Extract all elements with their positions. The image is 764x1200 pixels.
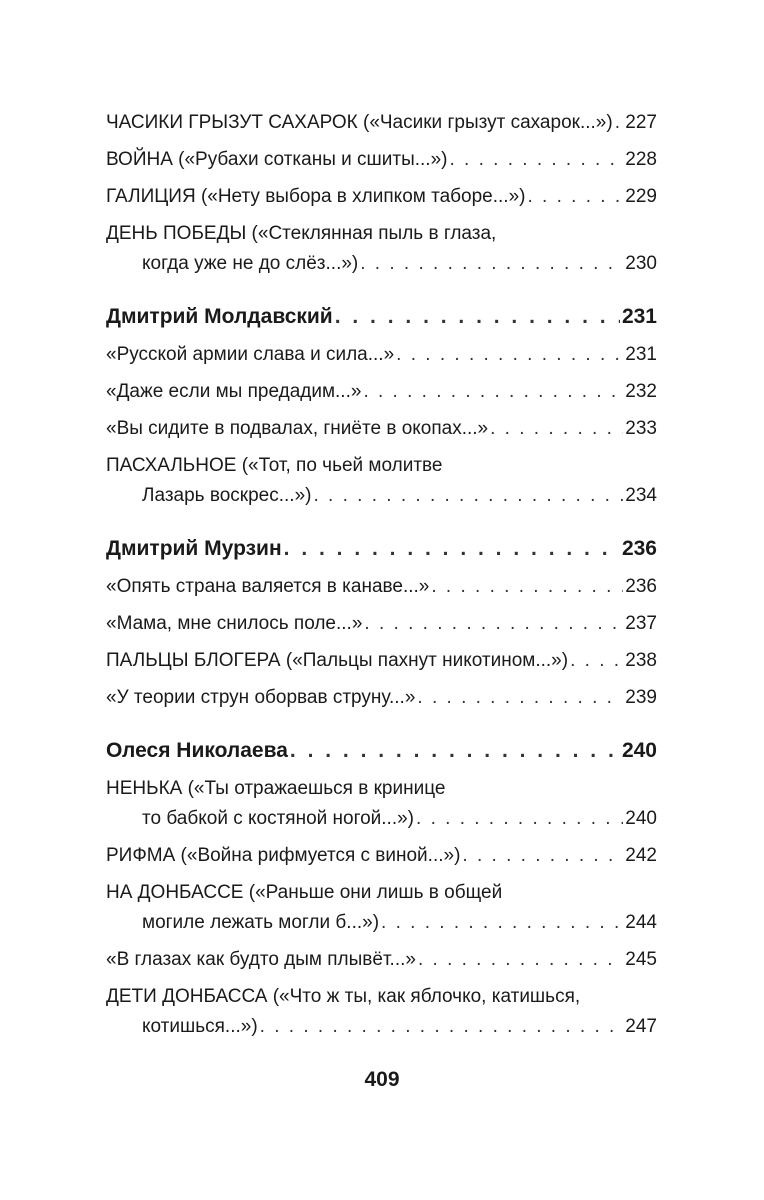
toc-entry-line	[106, 301, 657, 333]
dot-leader	[290, 735, 620, 767]
dot-leader	[615, 108, 624, 138]
dot-leader	[417, 683, 623, 713]
toc-entry-line	[106, 572, 657, 602]
dot-leader	[416, 804, 623, 834]
entry-page-number: 236	[621, 537, 657, 560]
dot-leader	[570, 646, 623, 676]
toc-entry-line	[106, 377, 657, 407]
toc-entry-line	[106, 340, 657, 370]
toc-entry-line	[106, 481, 657, 511]
entry-title: ГАЛИЦИЯ («Нету выбора в хлипком таборе...»)	[106, 186, 526, 207]
author-name: Дмитрий Молдавский	[106, 305, 333, 328]
toc-entry	[106, 683, 657, 713]
entry-page-number: 238	[625, 650, 657, 671]
entry-title: «Мама, мне снилось поле...»	[106, 613, 363, 634]
entry-page-number: 245	[625, 949, 657, 970]
toc-entry-line	[106, 182, 657, 212]
toc-entry	[106, 646, 657, 676]
entry-title-continued: когда уже не до слёз...»)	[142, 253, 359, 274]
toc-entry-line	[106, 804, 657, 834]
toc-entry	[106, 108, 657, 138]
entry-title: «Русской армии слава и сила...»	[106, 344, 395, 365]
dot-leader	[360, 249, 623, 279]
toc-entry	[106, 219, 657, 279]
toc-entry-line	[106, 774, 657, 804]
toc-author-entry	[106, 301, 657, 333]
toc-entry-line	[106, 735, 657, 767]
toc-entry-line	[106, 683, 657, 713]
dot-leader	[364, 609, 623, 639]
toc-entry-line	[106, 982, 657, 1012]
entry-title: ПАЛЬЦЫ БЛОГЕРА («Пальцы пахнут никотином...»)	[106, 650, 569, 671]
dot-leader	[313, 481, 623, 511]
entry-page-number: 227	[625, 112, 657, 133]
entry-page-number: 231	[625, 344, 657, 365]
toc-author-entry	[106, 735, 657, 767]
page-number: 409	[364, 1068, 400, 1091]
entry-title: ПАСХАЛЬНОЕ («Тот, по чьей молитве	[106, 455, 443, 476]
entry-page-number: 236	[625, 576, 657, 597]
entry-page-number: 230	[625, 253, 657, 274]
entry-page-number: 240	[621, 739, 657, 762]
entry-title: «Вы сидите в подвалах, гниёте в окопах...»	[106, 418, 489, 439]
entry-page-number: 231	[621, 305, 657, 328]
entry-title: «Опять страна валяется в канаве...»	[106, 576, 430, 597]
toc-entry-line	[106, 908, 657, 938]
toc-entry-line	[106, 609, 657, 639]
dot-leader	[381, 908, 623, 938]
author-name: Дмитрий Мурзин	[106, 537, 282, 560]
entry-title-continued: котишься...»)	[142, 1016, 258, 1037]
author-name: Олеся Николаева	[106, 739, 288, 762]
table-of-contents	[106, 108, 657, 1042]
toc-entry	[106, 878, 657, 938]
entry-title: «Даже если мы предадим...»	[106, 381, 362, 402]
dot-leader	[449, 145, 623, 175]
toc-entry-line	[106, 878, 657, 908]
entry-title: ВОЙНА («Рубахи сотканы и сшиты...»)	[106, 149, 448, 170]
entry-page-number: 239	[625, 687, 657, 708]
entry-page-number: 237	[625, 613, 657, 634]
toc-entry	[106, 340, 657, 370]
entry-title: НЕНЬКА («Ты отражаешься в кринице	[106, 778, 446, 799]
entry-title-continued: то бабкой с костяной ногой...»)	[142, 808, 415, 829]
toc-entry	[106, 377, 657, 407]
entry-page-number: 240	[625, 808, 657, 829]
entry-page-number: 242	[625, 845, 657, 866]
entry-title-continued: могиле лежать могли б...»)	[142, 912, 380, 933]
dot-leader	[396, 340, 623, 370]
dot-leader	[462, 841, 623, 871]
entry-page-number: 232	[625, 381, 657, 402]
toc-entry-line	[106, 841, 657, 871]
dot-leader	[490, 414, 623, 444]
toc-entry	[106, 414, 657, 444]
entry-title: «У теории струн оборвав струну...»	[106, 687, 416, 708]
entry-title: «В глазах как будто дым плывёт...»	[106, 949, 416, 970]
entry-page-number: 228	[625, 149, 657, 170]
toc-entry	[106, 774, 657, 834]
toc-entry	[106, 182, 657, 212]
toc-entry-line	[106, 451, 657, 481]
toc-author-entry	[106, 533, 657, 565]
toc-entry	[106, 982, 657, 1042]
toc-entry	[106, 609, 657, 639]
entry-page-number: 229	[625, 186, 657, 207]
dot-leader	[284, 533, 620, 565]
dot-leader	[527, 182, 623, 212]
toc-entry-line	[106, 145, 657, 175]
toc-entry-line	[106, 108, 657, 138]
toc-entry-line	[106, 533, 657, 565]
dot-leader	[418, 945, 623, 975]
dot-leader	[260, 1012, 624, 1042]
toc-entry	[106, 572, 657, 602]
toc-entry-line	[106, 414, 657, 444]
entry-title: РИФМА («Война рифмуется с виной...»)	[106, 845, 461, 866]
toc-entry-line	[106, 945, 657, 975]
toc-entry-line	[106, 646, 657, 676]
dot-leader	[431, 572, 623, 602]
entry-page-number: 233	[625, 418, 657, 439]
dot-leader	[363, 377, 623, 407]
toc-entry	[106, 145, 657, 175]
entry-page-number: 244	[625, 912, 657, 933]
toc-entry	[106, 451, 657, 511]
entry-title: ЧАСИКИ ГРЫЗУТ САХАРОК («Часики грызут сахарок...»)	[106, 112, 613, 133]
toc-entry-line	[106, 1012, 657, 1042]
toc-entry-line	[106, 249, 657, 279]
toc-entry	[106, 945, 657, 975]
toc-entry	[106, 841, 657, 871]
dot-leader	[335, 301, 620, 333]
entry-title: ДЕНЬ ПОБЕДЫ («Стеклянная пыль в глаза,	[106, 223, 497, 244]
entry-page-number: 234	[625, 485, 657, 506]
toc-entry-line	[106, 219, 657, 249]
entry-title-continued: Лазарь воскрес...»)	[142, 485, 312, 506]
entry-title: НА ДОНБАССЕ («Раньше они лишь в общей	[106, 882, 503, 903]
entry-title: ДЕТИ ДОНБАССА («Что ж ты, как яблочко, катишься,	[106, 986, 581, 1007]
entry-page-number: 247	[625, 1016, 657, 1037]
